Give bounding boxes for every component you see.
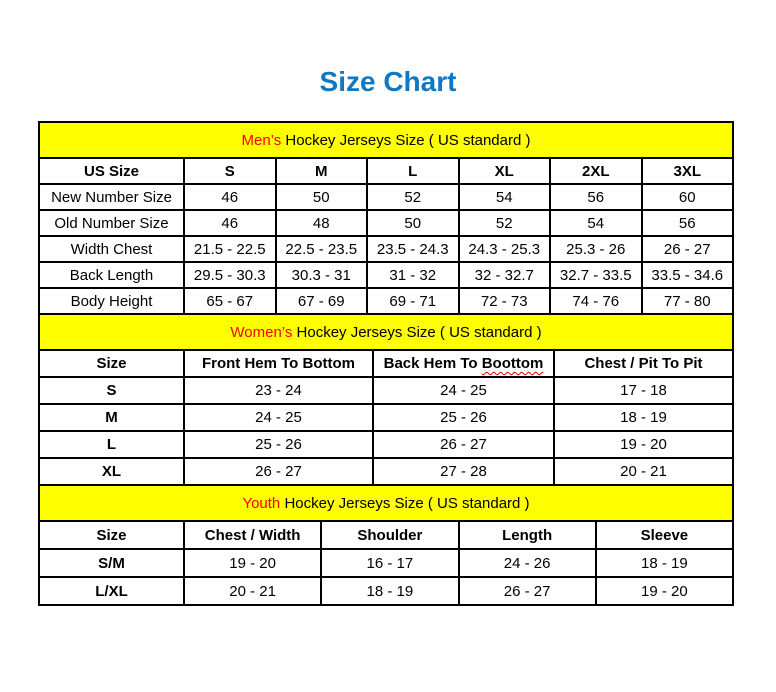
column-header-2xl: 2XL [550,158,642,184]
table-cell: 32 - 32.7 [459,262,551,288]
womens-title-rest: Hockey Jerseys Size ( US standard ) [292,323,542,341]
row-label: L [39,431,184,458]
table-cell: 50 [276,184,368,210]
table-cell: 25 - 26 [184,431,373,458]
mens-header-row [39,158,733,184]
table-cell: 26 - 27 [459,577,596,605]
table-cell: 19 - 20 [554,431,733,458]
womens-band-row [39,314,733,350]
youth-title-highlight: Youth [242,494,281,512]
table-cell: 30.3 - 31 [276,262,368,288]
table-row-womens-xl [39,458,733,485]
table-cell: 26 - 27 [642,236,734,262]
column-header-size: Size [39,521,184,549]
table-cell: 72 - 73 [459,288,551,314]
table-cell: 60 [642,184,734,210]
row-label: S/M [39,549,184,577]
youth-table-title [39,485,733,521]
youth-size-table [38,484,734,606]
womens-size-table [38,313,734,486]
table-cell: 18 - 19 [321,577,458,605]
column-header-chest-width: Chest / Width [184,521,321,549]
table-row-new-number-size [39,184,733,210]
column-header-xl: XL [459,158,551,184]
table-cell: 19 - 20 [596,577,733,605]
row-label: Width Chest [39,236,184,262]
column-header-m: M [276,158,368,184]
table-cell: 20 - 21 [184,577,321,605]
table-cell: 22.5 - 23.5 [276,236,368,262]
table-cell: 67 - 69 [276,288,368,314]
column-header-3xl: 3XL [642,158,734,184]
column-header-chest-pit: Chest / Pit To Pit [554,350,733,377]
row-label: S [39,377,184,404]
column-header-sleeve: Sleeve [596,521,733,549]
column-header-front-hem: Front Hem To Bottom [184,350,373,377]
table-cell: 69 - 71 [367,288,459,314]
page-title: Size Chart [319,66,457,97]
table-row-width-chest [39,236,733,262]
table-cell: 31 - 32 [367,262,459,288]
womens-table-title [39,314,733,350]
table-cell: 26 - 27 [373,431,554,458]
back-hem-text: Back Hem To [383,355,482,372]
table-cell: 32.7 - 33.5 [550,262,642,288]
mens-table-title [39,122,733,158]
size-chart-tables [38,121,734,606]
youth-header-row [39,521,733,549]
youth-band-row [39,485,733,521]
mens-band-row [39,122,733,158]
row-label: Old Number Size [39,210,184,236]
table-cell: 18 - 19 [554,404,733,431]
column-header-length: Length [459,521,596,549]
column-header-us-size: US Size [39,158,184,184]
row-label: Body Height [39,288,184,314]
table-cell: 52 [367,184,459,210]
table-cell: 33.5 - 34.6 [642,262,734,288]
table-cell: 46 [184,184,276,210]
table-cell: 56 [642,210,734,236]
mens-title-highlight: Men’s [241,131,282,149]
table-cell: 24 - 25 [184,404,373,431]
table-cell: 77 - 80 [642,288,734,314]
table-row-womens-l [39,431,733,458]
row-label: New Number Size [39,184,184,210]
table-cell: 56 [550,184,642,210]
table-cell: 24.3 - 25.3 [459,236,551,262]
table-cell: 50 [367,210,459,236]
table-cell: 46 [184,210,276,236]
table-cell: 23.5 - 24.3 [367,236,459,262]
table-row-youth-lxl [39,577,733,605]
row-label: M [39,404,184,431]
table-cell: 27 - 28 [373,458,554,485]
womens-header-row [39,350,733,377]
table-row-womens-m [39,404,733,431]
table-cell: 18 - 19 [596,549,733,577]
table-cell: 25 - 26 [373,404,554,431]
column-header-size: Size [39,350,184,377]
column-header-shoulder: Shoulder [321,521,458,549]
table-cell: 54 [459,184,551,210]
column-header-back-hem [373,350,554,377]
table-cell: 48 [276,210,368,236]
table-row-womens-s [39,377,733,404]
table-cell: 65 - 67 [184,288,276,314]
table-cell: 25.3 - 26 [550,236,642,262]
row-label: L/XL [39,577,184,605]
mens-title-rest: Hockey Jerseys Size ( US standard ) [281,131,531,149]
table-cell: 20 - 21 [554,458,733,485]
table-cell: 24 - 25 [373,377,554,404]
row-label: Back Length [39,262,184,288]
misspelled-word: Boottom [481,355,544,372]
mens-size-table [38,121,734,315]
table-row-back-length [39,262,733,288]
table-cell: 29.5 - 30.3 [184,262,276,288]
table-row-youth-sm [39,549,733,577]
table-cell: 52 [459,210,551,236]
table-cell: 26 - 27 [184,458,373,485]
table-cell: 54 [550,210,642,236]
womens-title-highlight: Women’s [230,323,293,341]
table-cell: 24 - 26 [459,549,596,577]
table-cell: 23 - 24 [184,377,373,404]
column-header-s: S [184,158,276,184]
table-row-old-number-size [39,210,733,236]
table-cell: 17 - 18 [554,377,733,404]
table-cell: 16 - 17 [321,549,458,577]
table-cell: 21.5 - 22.5 [184,236,276,262]
table-cell: 19 - 20 [184,549,321,577]
row-label: XL [39,458,184,485]
table-cell: 74 - 76 [550,288,642,314]
table-row-body-height [39,288,733,314]
youth-title-rest: Hockey Jerseys Size ( US standard ) [280,494,530,512]
column-header-l: L [367,158,459,184]
